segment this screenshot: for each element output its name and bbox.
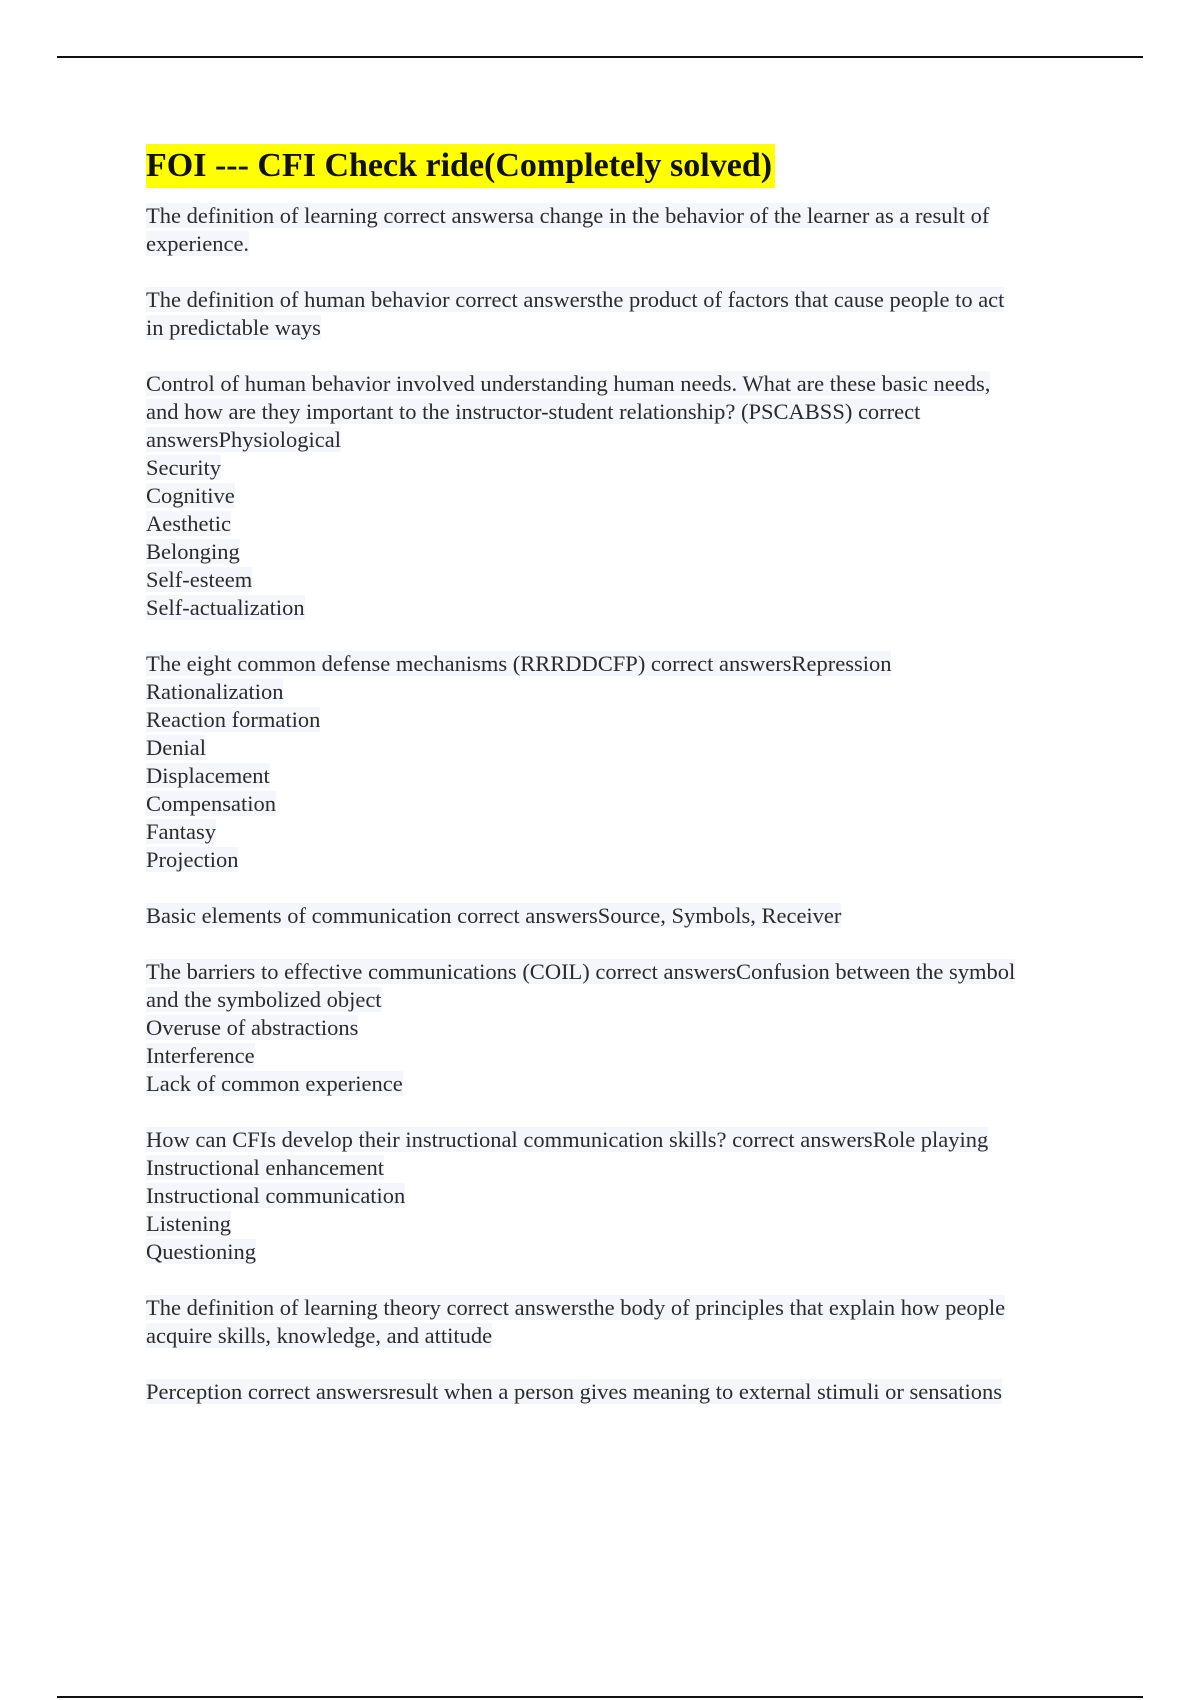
document-body: [146, 144, 1086, 1434]
entry-line: Denial: [146, 735, 206, 760]
qa-entry: [146, 1126, 1086, 1266]
qa-entry: [146, 958, 1086, 1098]
qa-entry: [146, 650, 1086, 874]
entry-line: Belonging: [146, 539, 240, 564]
top-rule: [57, 56, 1143, 58]
qa-entry: [146, 1378, 1086, 1406]
entry-line: The eight common defense mechanisms (RRRDDCFP) correct answersRepression: [146, 651, 892, 676]
entry-line: Displacement: [146, 763, 270, 788]
entry-line: Overuse of abstractions: [146, 1015, 359, 1040]
entry-line: experience.: [146, 231, 250, 256]
qa-entry: [146, 1294, 1086, 1350]
entry-line: Reaction formation: [146, 707, 321, 732]
entry-line: Security: [146, 455, 221, 480]
entry-line: and how are they important to the instructor-student relationship? (PSCABSS) correct: [146, 399, 921, 424]
entry-line: The definition of learning theory correct answersthe body of principles that explain how people: [146, 1295, 1006, 1320]
entry-line: Cognitive: [146, 483, 235, 508]
entry-line: Rationalization: [146, 679, 284, 704]
entry-line: Control of human behavior involved understanding human needs. What are these basic needs,: [146, 371, 991, 396]
entry-line: Self-esteem: [146, 567, 253, 592]
entry-line: Fantasy: [146, 819, 216, 844]
entry-line: How can CFIs develop their instructional communication skills? correct answersRole playing: [146, 1127, 989, 1152]
entry-line: Compensation: [146, 791, 276, 816]
bottom-rule: [57, 1696, 1143, 1698]
entry-line: in predictable ways: [146, 315, 321, 340]
entry-line: The barriers to effective communications (COIL) correct answersConfusion between the symbol: [146, 959, 1016, 984]
entry-line: Interference: [146, 1043, 255, 1068]
entry-line: The definition of learning correct answersa change in the behavior of the learner as a result of: [146, 203, 990, 228]
entry-line: Self-actualization: [146, 595, 305, 620]
entry-line: acquire skills, knowledge, and attitude: [146, 1323, 493, 1348]
qa-entry: [146, 202, 1086, 258]
qa-entry: [146, 902, 1086, 930]
entry-line: Lack of common experience: [146, 1071, 403, 1096]
entry-line: Listening: [146, 1211, 231, 1236]
entry-line: Instructional communication: [146, 1183, 406, 1208]
entry-line: answersPhysiological: [146, 427, 341, 452]
entry-line: The definition of human behavior correct answersthe product of factors that cause people to act: [146, 287, 1005, 312]
entry-line: Basic elements of communication correct answersSource, Symbols, Receiver: [146, 903, 842, 928]
entry-line: and the symbolized object: [146, 987, 382, 1012]
entry-line: Questioning: [146, 1239, 256, 1264]
entry-line: Aesthetic: [146, 511, 231, 536]
entry-line: Instructional enhancement: [146, 1155, 385, 1180]
qa-entry: [146, 286, 1086, 342]
qa-entry: [146, 370, 1086, 622]
entry-line: Projection: [146, 847, 239, 872]
entry-line: Perception correct answersresult when a person gives meaning to external stimuli or sensations: [146, 1379, 1003, 1404]
document-title: FOI --- CFI Check ride(Completely solved): [146, 144, 775, 188]
